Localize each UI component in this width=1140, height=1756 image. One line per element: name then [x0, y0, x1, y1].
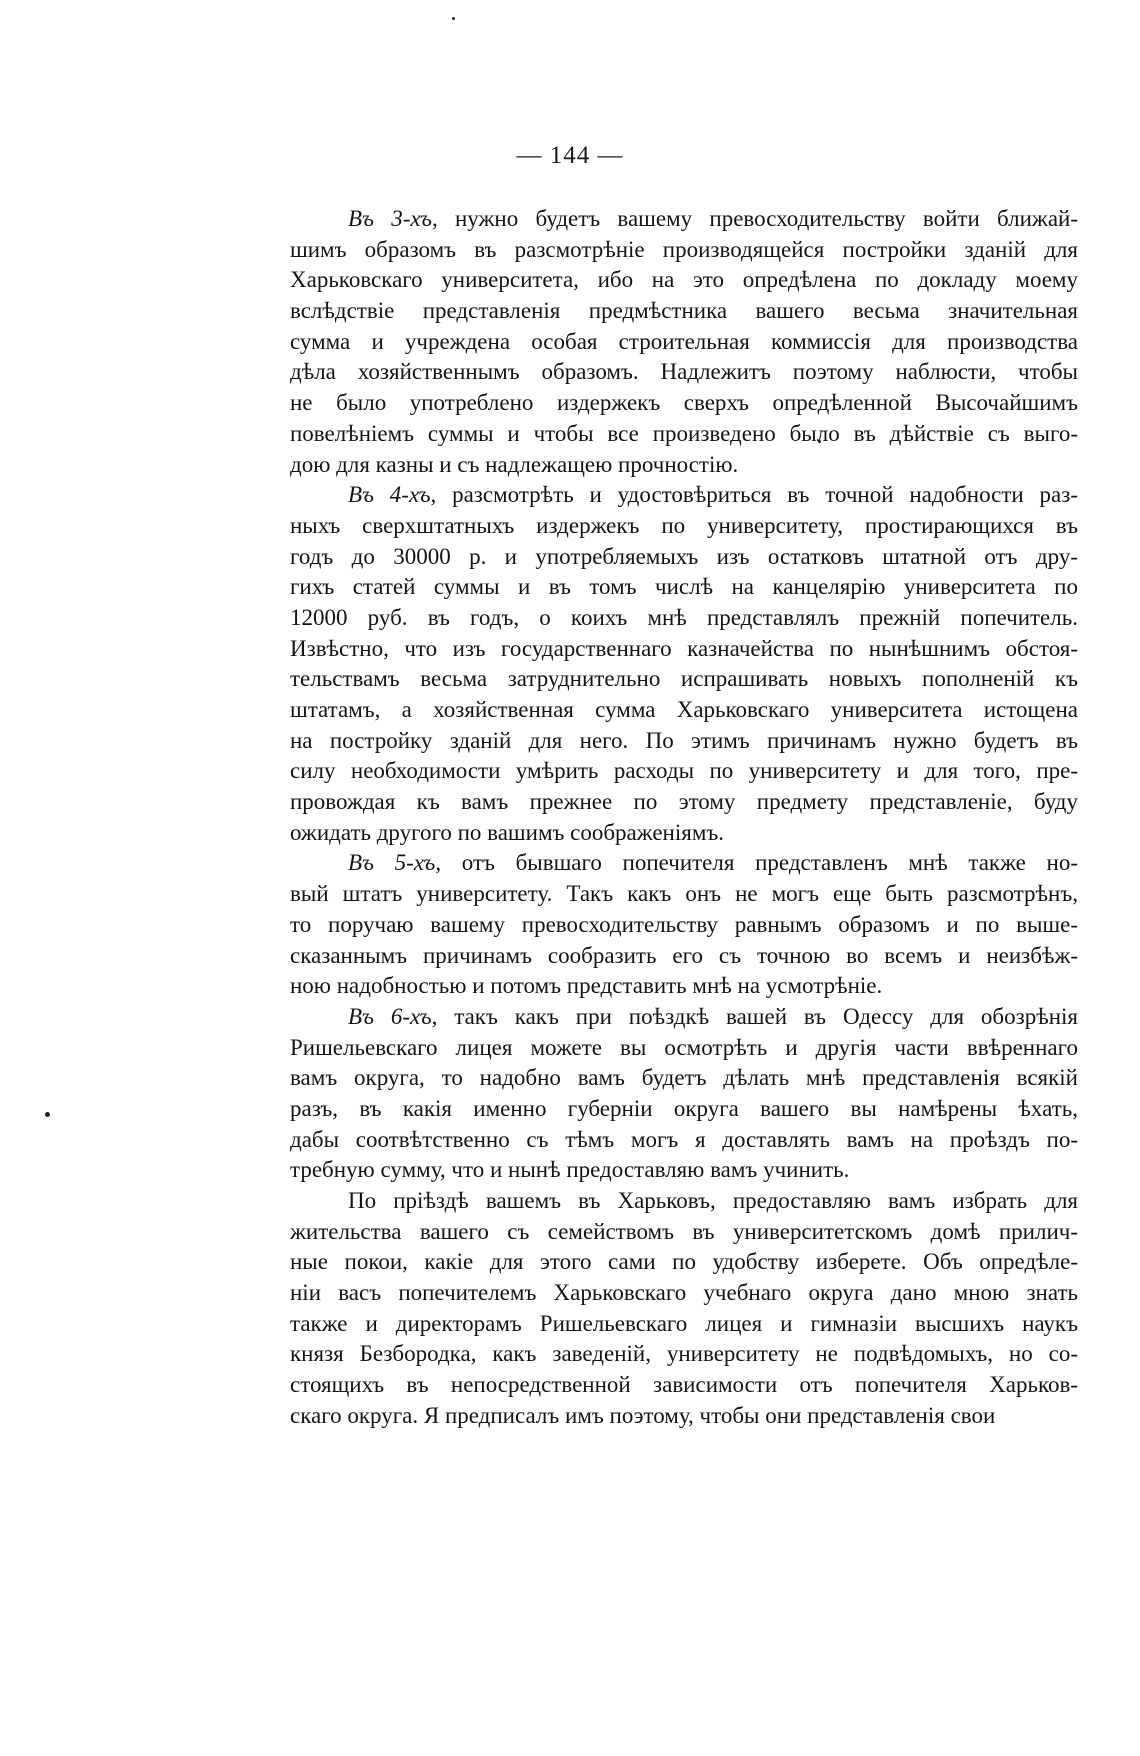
line-text: ныхъ сверхштатныхъ издержекъ по университету, простирающихся въ: [290, 512, 1078, 538]
line-text: разъ, въ какія именно губерніи округа вашего вы намѣрены ѣхать,: [290, 1095, 1078, 1121]
line-text: Ришельевскаго лицея можете вы осмотрѣть и другія части ввѣреннаго: [290, 1034, 1078, 1060]
text-line: [290, 1002, 1078, 1033]
section-lead: Въ 5-хъ,: [348, 850, 442, 876]
line-text: ожидать другого по вашимъ соображеніямъ.: [290, 819, 725, 845]
line-text: повелѣніемъ суммы и чтобы все произведено было въ дѣйствіе съ выго-: [290, 420, 1078, 446]
text-line: [290, 910, 1078, 941]
text-line: [290, 235, 1078, 266]
text-line: [290, 1125, 1078, 1156]
text-line: [290, 1278, 1078, 1309]
text-line: [290, 695, 1078, 726]
paragraph: [290, 1002, 1078, 1186]
line-text: штатамъ, а хозяйственная сумма Харьковскаго университета истощена: [290, 697, 1078, 722]
text-line: [290, 941, 1078, 972]
line-text: скаго округа. Я предписалъ имъ поэтому, чтобы они представленія свои: [290, 1402, 996, 1428]
line-text: разсмотрѣть и удостовѣриться въ точной надобности раз-: [436, 482, 1078, 508]
text-line: [290, 1217, 1078, 1248]
text-line: [290, 634, 1078, 665]
line-text: стоящихъ въ непосредственной зависимости отъ попечителя Харьков-: [290, 1372, 1078, 1398]
text-line: [290, 603, 1078, 634]
text-line: [290, 664, 1078, 695]
text-line: [290, 542, 1078, 573]
line-text: то поручаю вашему превосходительству равнымъ образомъ и по выше-: [290, 911, 1078, 937]
text-line: [290, 450, 1078, 481]
page-number: — 144 —: [516, 142, 624, 169]
text-line: [290, 327, 1078, 358]
line-text: вый штатъ университету. Такъ какъ онъ не могъ еще быть разсмотрѣнъ,: [290, 881, 1078, 907]
line-text: дабы соотвѣтственно съ тѣмъ могъ я доставлять вамъ на проѣздъ по-: [290, 1126, 1078, 1152]
section-lead: Въ 3-хъ,: [348, 206, 438, 231]
scan-speck: [452, 17, 455, 20]
line-text: жительства вашего съ семействомъ въ университетскомъ домѣ прилич-: [290, 1218, 1078, 1244]
text-line: [290, 265, 1078, 296]
line-text: тельствамъ весьма затруднительно испрашивать новыхъ пополненій къ: [290, 666, 1078, 692]
text-line: [290, 1247, 1078, 1278]
text-line: [290, 879, 1078, 910]
line-text: вслѣдствіе представленія предмѣстника вашего весьма значительная: [290, 298, 1078, 324]
text-line: [290, 480, 1078, 511]
text-line: [290, 756, 1078, 787]
text-line: [290, 1063, 1078, 1094]
text-line: [290, 726, 1078, 757]
line-text: годъ до 30000 р. и употребляемыхъ изъ остатковъ штатной отъ дру-: [290, 543, 1078, 569]
line-text: сказаннымъ причинамъ сообразить его съ точною во всемъ и неизбѣж-: [290, 942, 1078, 968]
text-line: [290, 848, 1078, 879]
paragraph: [290, 480, 1078, 848]
text-line: [290, 1370, 1078, 1401]
text-line: [290, 1401, 1078, 1432]
text-line: [290, 1155, 1078, 1186]
line-text: Харьковскаго университета, ибо на это опредѣлена по докладу моему: [290, 267, 1078, 293]
line-text: силу необходимости умѣрить расходы по университету и для того, пре-: [290, 758, 1078, 784]
line-text: 12000 руб. въ годъ, о коихъ мнѣ представлялъ прежній попечитель.: [290, 604, 1078, 630]
text-line: [290, 388, 1078, 419]
text-line: [290, 572, 1078, 603]
text-line: [290, 419, 1078, 450]
section-lead: Въ 6-хъ,: [348, 1003, 438, 1029]
line-text: шимъ образомъ въ разсмотрѣніе производящейся постройки зданій для: [290, 236, 1078, 262]
text-line: [290, 787, 1078, 818]
line-text: ные покои, какіе для этого сами по удобству изберете. Объ опредѣле-: [290, 1249, 1078, 1275]
text-line: [290, 1186, 1078, 1217]
text-line: [290, 357, 1078, 388]
line-text: провождая къ вамъ прежнее по этому предмету представленіе, буду: [290, 789, 1078, 815]
line-text: такъ какъ при поѣздкѣ вашей въ Одессу для обозрѣнія: [437, 1003, 1078, 1029]
line-text: дою для казны и съ надлежащею прочностію.: [290, 451, 739, 477]
line-text: Извѣстно, что изъ государственнаго казначейства по нынѣшнимъ обстоя-: [290, 635, 1078, 661]
line-text: на постройку зданій для него. По этимъ причинамъ нужно будетъ въ: [290, 727, 1078, 753]
line-text: отъ бывшаго попечителя представленъ мнѣ также но-: [441, 850, 1078, 876]
line-text: также и директорамъ Ришельевскаго лицея и гимназіи высшихъ наукъ: [290, 1310, 1078, 1336]
text-line: [290, 1094, 1078, 1125]
text-line: [290, 1309, 1078, 1340]
line-text: По пріѣздѣ вашемъ въ Харьковъ, предоставляю вамъ избрать для: [348, 1188, 1078, 1213]
text-line: [290, 1339, 1078, 1370]
text-line: [290, 204, 1078, 235]
line-text: ною надобностью и потомъ представить мнѣ на усмотрѣніе.: [290, 973, 883, 999]
line-text: требную сумму, что и нынѣ предоставляю вамъ учинить.: [290, 1157, 850, 1183]
text-line: [290, 296, 1078, 327]
line-text: нужно будетъ вашему превосходительству войти ближай-: [437, 206, 1078, 231]
scan-speck: [45, 1112, 50, 1117]
body-text: [290, 204, 1078, 1432]
text-line: [290, 971, 1078, 1002]
line-text: князя Безбородка, какъ заведеній, университету не подвѣдомыхъ, но со-: [290, 1341, 1078, 1367]
line-text: гихъ статей суммы и въ томъ числѣ на канцелярію университета по: [290, 574, 1078, 600]
text-line: [290, 818, 1078, 849]
paragraph: [290, 1186, 1078, 1432]
section-lead: Въ 4-хъ,: [348, 482, 437, 508]
text-line: [290, 511, 1078, 542]
paragraph: [290, 848, 1078, 1001]
paragraph: [290, 204, 1078, 480]
line-text: дѣла хозяйственнымъ образомъ. Надлежитъ поэтому наблюсти, чтобы: [290, 359, 1078, 385]
line-text: вамъ округа, то надобно вамъ будетъ дѣлать мнѣ представленія всякій: [290, 1065, 1078, 1091]
text-line: [290, 1033, 1078, 1064]
line-text: ніи васъ попечителемъ Харьковскаго учебнаго округа дано мною знать: [290, 1280, 1078, 1306]
line-text: сумма и учреждена особая строительная коммиссія для производства: [290, 328, 1078, 354]
line-text: не было употреблено издержекъ сверхъ опредѣленной Высочайшимъ: [290, 390, 1078, 416]
